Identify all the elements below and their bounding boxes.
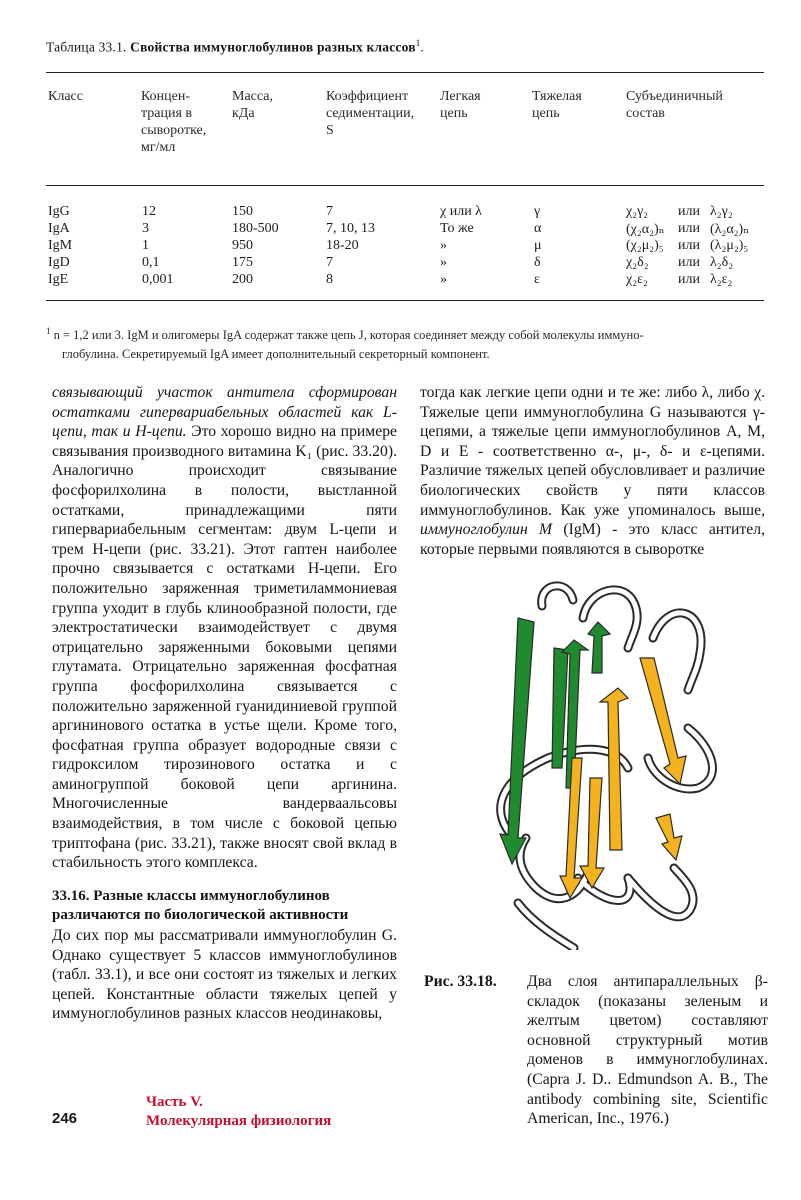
cell-sub-a: (χ₂μ₂)₅ bbox=[626, 238, 664, 253]
cell-conc: 12 bbox=[142, 204, 156, 219]
cell-heavy: δ bbox=[534, 255, 541, 270]
cell-sed: 7 bbox=[326, 204, 333, 219]
page-number: 246 bbox=[52, 1110, 78, 1127]
cell-heavy: α bbox=[534, 221, 542, 236]
part-title-line-2: Молекулярная физиология bbox=[146, 1113, 332, 1129]
right-paragraph-1-tail: (IgM) - это класс антител, которые первыми появляются в сыворотке bbox=[420, 521, 765, 558]
table-caption-prefix: Таблица 33.1. bbox=[46, 39, 127, 55]
table-row bbox=[0, 204, 801, 221]
green-strand-4 bbox=[588, 622, 610, 673]
yellow-strand-2 bbox=[580, 778, 604, 888]
table-top-rule bbox=[46, 72, 764, 73]
right-column bbox=[420, 383, 765, 559]
table-row bbox=[0, 238, 801, 255]
cell-sub-b: (λ₂μ₂)₅ bbox=[710, 238, 749, 253]
cell-light: » bbox=[440, 255, 447, 270]
table-caption: Таблица 33.1. Свойства иммуноглобулинов разных классов$^1$. bbox=[46, 38, 424, 55]
table-bottom-rule bbox=[46, 300, 764, 301]
cell-light: То же bbox=[440, 221, 474, 236]
cell-heavy: ε bbox=[534, 272, 540, 287]
cell-mass: 950 bbox=[232, 238, 253, 253]
section-heading bbox=[52, 887, 397, 926]
figure-caption-text: Два слоя антипараллельных β-складок (показаны зеленым и желтым цветом) составляют основной структурный мотив доменов в иммуноглобулинах. (Capra J. D.. Edmundson A. B., The antibody combining site, Scientific American, Inc., 1976.) bbox=[527, 973, 768, 1128]
header-subunit: Субъединичный состав bbox=[626, 89, 723, 121]
cell-class: IgD bbox=[48, 255, 70, 270]
right-paragraph-1-text: тогда как легкие цепи одни и те же: либо λ, либо χ. Тяжелые цепи иммуноглобулина G называются γ-цепями, а тяжелые цепи иммуноглобулинов A, M, D и E - соответственно α-, μ-, δ- и ε-цепями. Различие тяжелых цепей обусловливает и различие биологических свойств у пяти классов иммуноглобулинов. Как уже упоминалось выше, bbox=[420, 384, 765, 519]
cell-sub-or: или bbox=[678, 204, 700, 219]
table-caption-title: Свойства иммуноглобулинов разных классов bbox=[130, 39, 416, 55]
cell-mass: 200 bbox=[232, 272, 253, 287]
table-footnote bbox=[46, 322, 766, 364]
cell-mass: 150 bbox=[232, 204, 253, 219]
cell-sub-or: или bbox=[678, 221, 700, 236]
cell-sub-b: λ₂δ₂ bbox=[710, 255, 734, 270]
left-column bbox=[52, 383, 397, 1024]
cell-mass: 175 bbox=[232, 255, 253, 270]
header-light-chain: Легкая цепь bbox=[440, 89, 481, 121]
cell-mass: 180-500 bbox=[232, 221, 279, 236]
left-paragraph-1-text: Это хорошо видно на примере связывания производного витамина K₁ (рис. 33.20). Аналогично происходит связывание фосфорилхолина в полости, выстланной остатками, принадлежащими пяти гипервариабельным сегментам: двум L-цепи и трем H-цепи (рис. 33.21). Этот гаптен наиболее прочно связывается с остатками H-цепи. Его положительно заряженная триметиламмониевая группа уходит в глубь клинообразной полости, где электростатически взаимодействует с двумя отрицательно заряженными боковыми цепями глутамата. Отрицательно заряженная фосфатная группа фосфорилхолина связывается с положительно заряженной гуанидиниевой группой аргининового остатка в устье щели. Кроме того, фосфатная группа образует водородные связи с гидроксилом тирозинового остатка и с аминогруппой боковой цепи аргинина. Многочисленные вандерваальсовы взаимодействия, в том числе с боковой цепью триптофана (рис. 33.21), также вносят свой вклад в стабильность этого комплекса. bbox=[52, 423, 398, 872]
cell-light: χ или λ bbox=[440, 204, 482, 219]
left-paragraph-2: До сих пор мы рассматривали иммуноглобулин G. Однако существует 5 классов иммуноглобулинов (табл. 33.1), и все они состоят из тяжелых и легких цепей. Константные области тяжелых цепей у иммуноглобулинов разных классов неодинаковы, bbox=[52, 927, 397, 1023]
header-concentration: Концен- трация в сыворотке, мг/мл bbox=[141, 89, 207, 155]
cell-class: IgG bbox=[48, 204, 70, 219]
figure-caption bbox=[424, 972, 768, 1129]
cell-sub-or: или bbox=[678, 255, 700, 270]
section-heading-line-2: различаются по биологической активности bbox=[52, 907, 349, 924]
cell-sub-a: χ₂ε₂ bbox=[626, 272, 648, 287]
cell-class: IgA bbox=[48, 221, 70, 236]
beta-sheet-ribbon-figure bbox=[478, 578, 728, 950]
part-title-line-1: Часть V. bbox=[146, 1094, 203, 1110]
cell-conc: 1 bbox=[142, 238, 149, 253]
header-class: Класс bbox=[48, 89, 83, 104]
right-paragraph-1-italic: иммуноглобулин M bbox=[420, 521, 553, 539]
yellow-strand-5 bbox=[656, 814, 682, 860]
header-heavy-chain: Тяжелая цепь bbox=[532, 89, 582, 121]
footnote-line-1: n = 1,2 или 3. IgM и олигомеры IgA содержат также цепь J, которая соединяет между собой молекулы иммуно- bbox=[53, 328, 644, 343]
cell-sed: 7, 10, 13 bbox=[326, 221, 375, 236]
table-row bbox=[0, 272, 801, 289]
cell-heavy: μ bbox=[534, 238, 542, 253]
table-caption-footnote-mark: 1 bbox=[415, 38, 421, 48]
cell-sed: 18-20 bbox=[326, 238, 359, 253]
cell-sub-a: χ₂γ₂ bbox=[626, 204, 649, 219]
cell-conc: 0,001 bbox=[142, 272, 174, 287]
cell-sub-a: (χ₂α₂)ₙ bbox=[626, 222, 665, 237]
figure-label: Рис. 33.18. bbox=[424, 973, 497, 990]
table-row bbox=[0, 221, 801, 238]
cell-sub-or: или bbox=[678, 238, 700, 253]
table-header-rule bbox=[46, 185, 764, 186]
cell-sub-b: (λ₂α₂)ₙ bbox=[710, 222, 750, 237]
footnote-mark: 1 bbox=[46, 326, 51, 336]
section-heading-line-1: 33.16. Разные классы иммуноглобулинов bbox=[52, 887, 330, 904]
cell-sub-or: или bbox=[678, 272, 700, 287]
right-paragraph-1 bbox=[420, 383, 765, 559]
cell-class: IgM bbox=[48, 238, 73, 253]
header-mass: Масса, кДа bbox=[232, 89, 273, 121]
left-paragraph-1-italic: связывающий участок антитела сформирован остатками гипервариабельных областей как L-цепи, так и H-цепи. bbox=[52, 384, 397, 441]
cell-sub-b: λ₂ε₂ bbox=[710, 272, 733, 287]
table-row bbox=[0, 255, 801, 272]
cell-heavy: γ bbox=[534, 204, 541, 219]
cell-conc: 0,1 bbox=[142, 255, 160, 270]
left-paragraph-1 bbox=[52, 383, 397, 873]
footnote-line-2: глобулина. Секретируемый IgA имеет дополнительный секреторный компонент. bbox=[62, 347, 490, 362]
cell-conc: 3 bbox=[142, 221, 149, 236]
cell-light: » bbox=[440, 272, 447, 287]
cell-class: IgE bbox=[48, 272, 69, 287]
cell-sub-a: χ₂δ₂ bbox=[626, 255, 649, 270]
cell-sed: 8 bbox=[326, 272, 333, 287]
cell-sed: 7 bbox=[326, 255, 333, 270]
header-sedimentation: Коэффициент седиментации, S bbox=[326, 89, 415, 138]
part-title bbox=[146, 1093, 331, 1131]
cell-sub-b: λ₂γ₂ bbox=[710, 204, 733, 219]
cell-light: » bbox=[440, 238, 447, 253]
